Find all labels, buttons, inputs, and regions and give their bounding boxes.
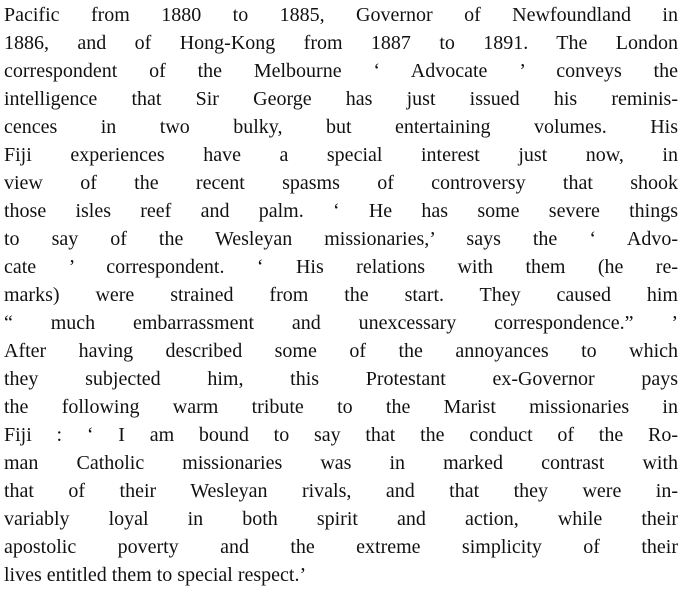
text-line-7: view of the recent spasms of controversy that shook xyxy=(4,172,678,194)
text-line-17: man Catholic missionaries was in marked contrast with xyxy=(4,452,678,474)
text-line-16: Fiji : ‘ I am bound to say that the conduct of the Ro- xyxy=(4,424,678,446)
text-line-21: lives entitled them to special respect.’ xyxy=(4,564,307,586)
text-line-10: cate ’ correspondent. ‘ His relations with them (he re- xyxy=(4,256,678,278)
text-line-15: the following warm tribute to the Marist missionaries in xyxy=(4,396,678,418)
text-line-19: variably loyal in both spirit and action, while their xyxy=(4,508,678,530)
text-line-12: “ much embarrassment and unexcessary correspondence.” ’ xyxy=(4,312,678,334)
text-line-13: After having described some of the annoyances to which xyxy=(4,340,678,362)
text-line-1: Pacific from 1880 to 1885, Governor of Newfoundland in xyxy=(4,4,678,26)
text-line-20: apostolic poverty and the extreme simplicity of their xyxy=(4,536,678,558)
text-line-18: that of their Wesleyan rivals, and that they were in- xyxy=(4,480,678,502)
text-line-5: cences in two bulky, but entertaining volumes. His xyxy=(4,116,678,138)
text-line-14: they subjected him, this Protestant ex-Governor pays xyxy=(4,368,678,390)
text-line-9: to say of the Wesleyan missionaries,’ says the ‘ Advo- xyxy=(4,228,678,250)
text-line-4: intelligence that Sir George has just issued his reminis- xyxy=(4,88,678,110)
text-line-3: correspondent of the Melbourne ‘ Advocate ’ conveys the xyxy=(4,60,678,82)
text-line-2: 1886, and of Hong-Kong from 1887 to 1891. The London xyxy=(4,32,678,54)
text-line-11: marks) were strained from the start. They caused him xyxy=(4,284,678,306)
text-line-6: Fiji experiences have a special interest just now, in xyxy=(4,144,678,166)
article-body xyxy=(4,0,678,589)
text-line-8: those isles reef and palm. ‘ He has some severe things xyxy=(4,200,678,222)
